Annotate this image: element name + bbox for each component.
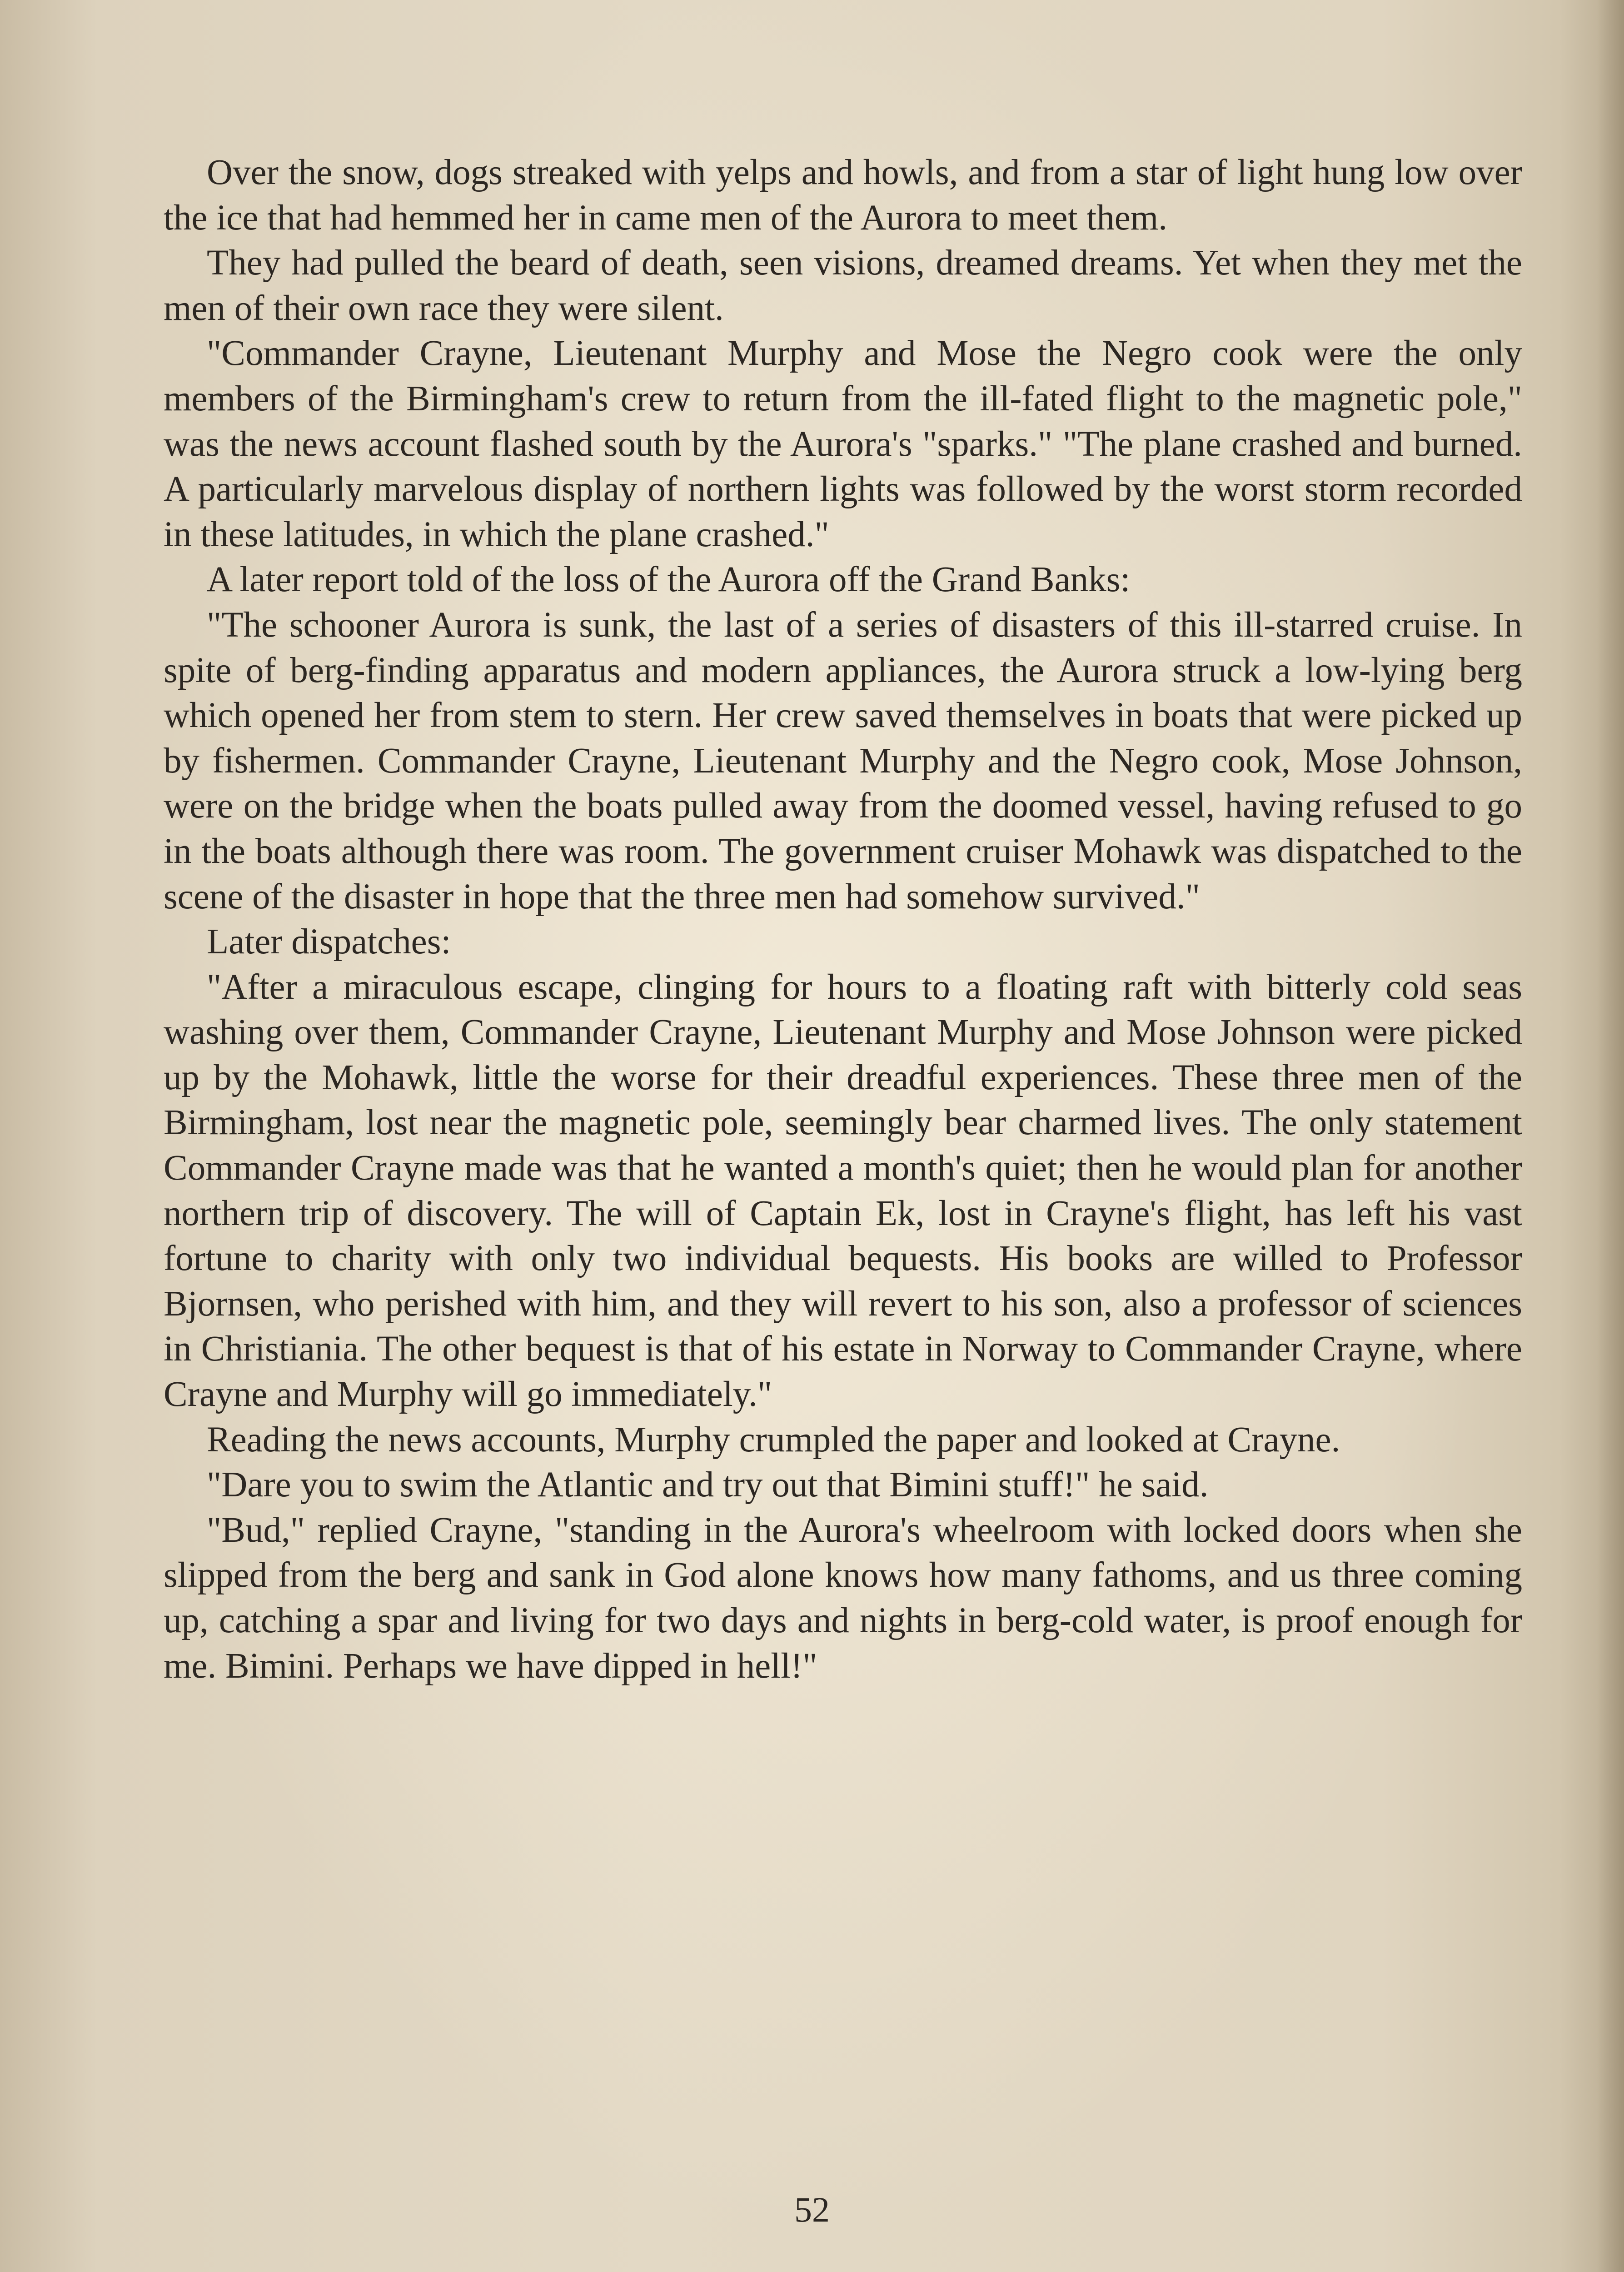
paragraph-8: Reading the news accounts, Murphy crumpled the paper and looked at Crayne. — [207, 1420, 1340, 1460]
page-body — [164, 150, 1522, 1689]
paragraph-4: A later report told of the loss of the Aurora off the Grand Banks: — [207, 560, 1131, 600]
paragraph-6: Later dispatches: — [207, 922, 451, 962]
paragraph-9: "Dare you to swim the Atlantic and try out that Bimini stuff!" he said. — [207, 1465, 1209, 1505]
paragraph-1: Over the snow, dogs streaked with yelps and howls, and from a star of light hung low over the ice that had hemmed her in came men of the Aurora to meet them. — [164, 153, 1522, 238]
page-number: 52 — [794, 2190, 830, 2229]
paragraph-3: "Commander Crayne, Lieutenant Murphy and Mose the Negro cook were the only members of the Birmingham's crew to return from the ill-fated flight to the magnetic pole," was the news account flashed south by the Aurora's "sparks." "The plane crashed and burned. A particularly marvelous display of northern lights was followed by the worst storm recorded in these latitudes, in which the plane crashed." — [164, 334, 1522, 554]
paragraph-5: "The schooner Aurora is sunk, the last of a series of disasters of this ill-starred cruise. In spite of berg-finding apparatus and modern appliances, the Aurora struck a low-lying berg which opened her from stem to stern. Her crew saved themselves in boats that were picked up by fishermen. Commander Crayne, Lieutenant Murphy and the Negro cook, Mose Johnson, were on the bridge when the boats pulled away from the doomed vessel, having refused to go in the boats although there was room. The government cruiser Mohawk was dispatched to the scene of the disaster in hope that the three men had somehow survived." — [164, 605, 1522, 917]
paragraph-2: They had pulled the beard of death, seen visions, dreamed dreams. Yet when they met the men of their own race they were silent. — [164, 243, 1522, 328]
paragraph-10: "Bud," replied Crayne, "standing in the Aurora's wheelroom with locked doors when she slipped from the berg and sank in God alone knows how many fathoms, and us three coming up, catching a spar and living for two days and nights in berg-cold water, is proof enough for me. Bimini. Perhaps we have dipped in hell!" — [164, 1510, 1522, 1686]
paragraph-7: "After a miraculous escape, clinging for hours to a floating raft with bitterly cold seas washing over them, Commander Crayne, Lieutenant Murphy and Mose Johnson were picked up by the Mohawk, little the worse for their dreadful experiences. These three men of the Birmingham, lost near the magnetic pole, seemingly bear charmed lives. The only statement Commander Crayne made was that he wanted a month's quiet; then he would plan for another northern trip of discovery. The will of Captain Ek, lost in Crayne's flight, has left his vast fortune to charity with only two individual bequests. His books are willed to Professor Bjornsen, who perished with him, and they will revert to his son, also a professor of sciences in Christiania. The other bequest is that of his estate in Norway to Commander Crayne, where Crayne and Murphy will go immediately." — [164, 967, 1522, 1415]
